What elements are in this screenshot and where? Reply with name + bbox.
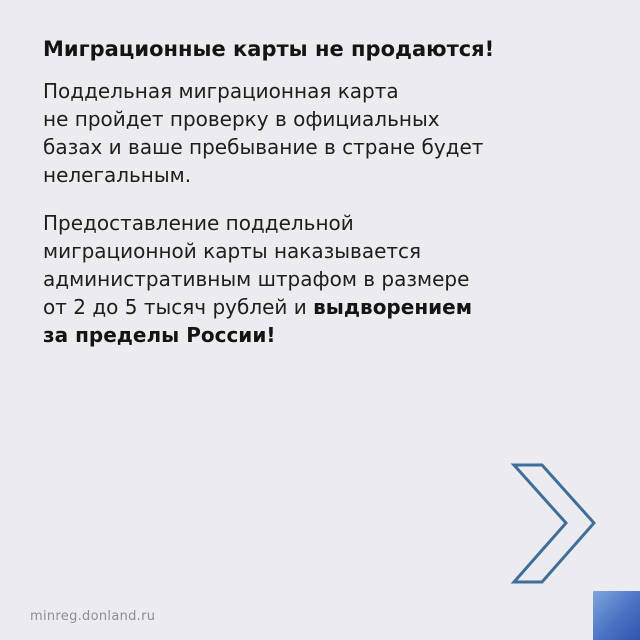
paragraph-line: Предоставление поддельной <box>43 211 354 235</box>
paragraph-penalty <box>43 209 603 349</box>
paragraph-line: нелегальным. <box>43 163 192 187</box>
paragraph-forged-card <box>43 77 603 189</box>
paragraph-line: административным штрафом в размере <box>43 267 470 291</box>
penalty-text: от 2 до 5 тысяч рублей и <box>43 295 314 319</box>
footer-url: minreg.donland.ru <box>30 609 156 624</box>
chevron-right-icon <box>508 461 600 586</box>
paragraph-line: не пройдет проверку в официальных <box>43 107 440 131</box>
deportation-emphasis: выдворением <box>313 295 473 319</box>
slide-content <box>43 34 603 349</box>
paragraph-line: базах и ваше пребывание в стране будет <box>43 135 484 159</box>
paragraph-line: миграционной карты наказывается <box>43 239 422 263</box>
deportation-emphasis-end: за пределы России! <box>43 323 276 347</box>
paragraph-line-mixed <box>43 293 603 321</box>
corner-accent-square <box>593 591 640 640</box>
paragraph-line: Поддельная миграционная карта <box>43 79 399 103</box>
slide-heading: Миграционные карты не продаются! <box>43 37 495 61</box>
